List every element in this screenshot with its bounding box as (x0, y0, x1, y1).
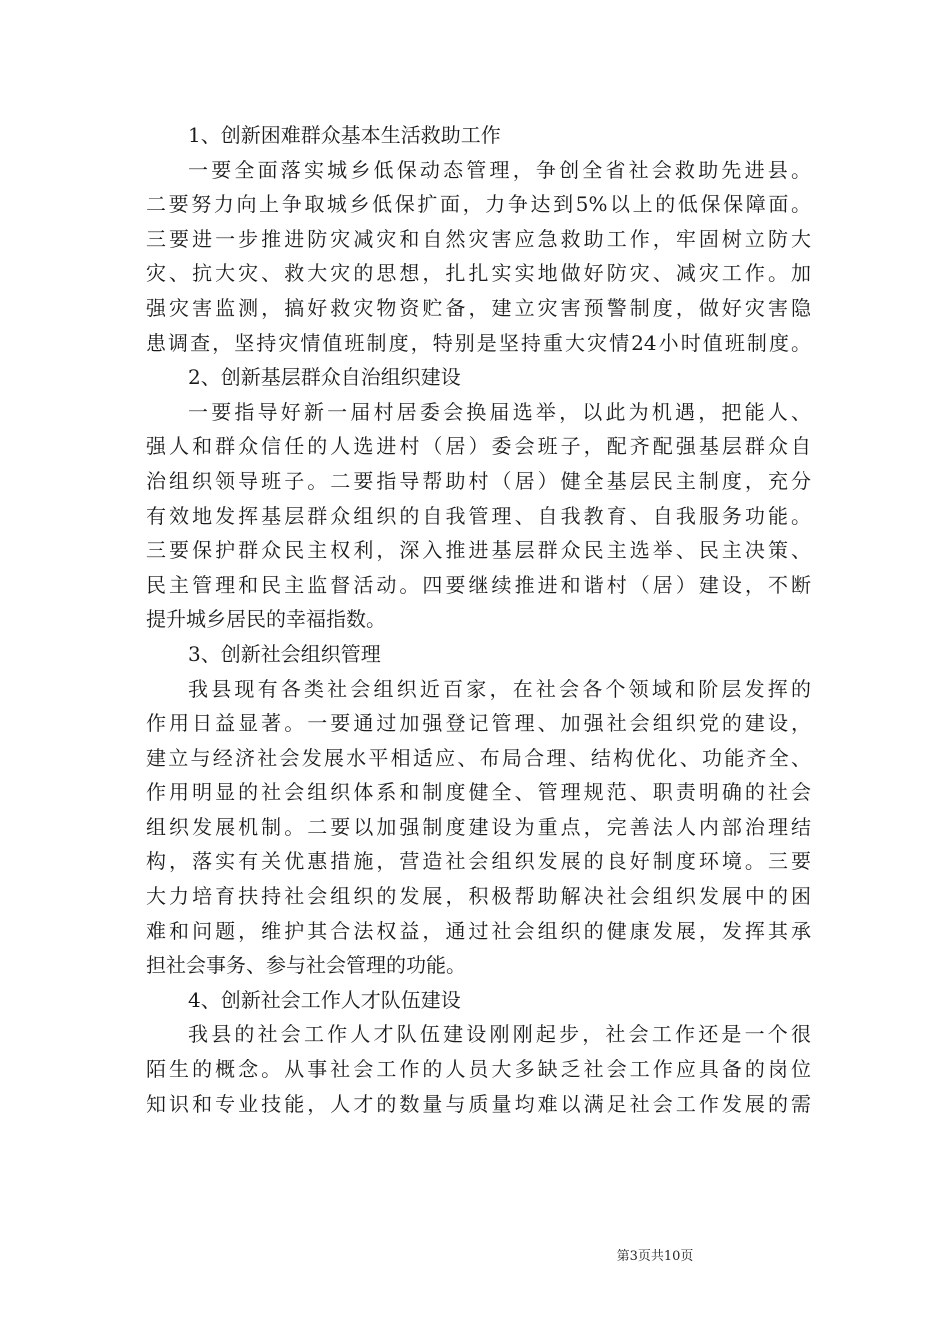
paragraph-line: 灾、抗大灾、救大灾的思想，扎扎实实地做好防灾、减灾工作。加 (146, 261, 811, 286)
paragraph-line: 大力培育扶持社会组织的发展，积极帮助解决社会组织发展中的困 (146, 884, 811, 909)
paragraph-line: 患调查，坚持灾情值班制度，特别是坚持重大灾情24小时值班制度。 (146, 330, 811, 355)
paragraph-line: 一要指导好新一届村居委会换届选举，以此为机遇，把能人、 (188, 399, 811, 424)
section-heading: 3、创新社会组织管理 (188, 641, 381, 666)
paragraph-line: 有效地发挥基层群众组织的自我管理、自我教育、自我服务功能。 (146, 503, 811, 528)
paragraph-line: 二要努力向上争取城乡低保扩面，力争达到5%以上的低保保障面。 (146, 192, 811, 217)
section-heading: 4、创新社会工作人才队伍建设 (188, 987, 461, 1012)
document-body (146, 118, 811, 1121)
paragraph-line: 提升城乡居民的幸福指数。 (146, 607, 386, 632)
section-1 (146, 118, 811, 360)
section-4 (146, 983, 811, 1121)
paragraph-line: 组织发展机制。二要以加强制度建设为重点，完善法人内部治理结 (146, 814, 811, 839)
paragraph-line: 知识和专业技能，人才的数量与质量均难以满足社会工作发展的需 (146, 1091, 811, 1116)
section-2 (146, 360, 811, 637)
paragraph-line: 难和问题，维护其合法权益，通过社会组织的健康发展，发挥其承 (146, 918, 811, 943)
section-heading: 1、创新困难群众基本生活救助工作 (188, 123, 501, 147)
paragraph-line: 强人和群众信任的人选进村（居）委会班子，配齐配强基层群众自 (146, 434, 811, 459)
page-number-footer: 第3页共10页 (616, 1249, 694, 1264)
paragraph-line: 作用明显的社会组织体系和制度健全、管理规范、职责明确的社会 (146, 780, 811, 805)
paragraph-line: 建立与经济社会发展水平相适应、布局合理、结构优化、功能齐全、 (146, 745, 811, 770)
section-heading: 2、创新基层群众自治组织建设 (188, 365, 461, 390)
paragraph-line: 我县的社会工作人才队伍建设刚刚起步，社会工作还是一个很 (188, 1022, 811, 1047)
paragraph-line: 担社会事务、参与社会管理的功能。 (146, 953, 466, 978)
paragraph-line: 构，落实有关优惠措施，营造社会组织发展的良好制度环境。三要 (146, 849, 811, 874)
paragraph-line: 一要全面落实城乡低保动态管理，争创全省社会救助先进县。 (188, 157, 811, 182)
paragraph-line: 三要进一步推进防灾减灾和自然灾害应急救助工作，牢固树立防大 (146, 226, 811, 251)
paragraph-line: 强灾害监测，搞好救灾物资贮备，建立灾害预警制度，做好灾害隐 (146, 295, 811, 320)
paragraph-line: 三要保护群众民主权利，深入推进基层群众民主选举、民主决策、 (146, 538, 811, 563)
paragraph-line: 作用日益显著。一要通过加强登记管理、加强社会组织党的建设， (146, 711, 811, 736)
paragraph-line: 治组织领导班子。二要指导帮助村（居）健全基层民主制度，充分 (146, 468, 811, 493)
section-3 (146, 637, 811, 983)
paragraph-line: 民主管理和民主监督活动。四要继续推进和谐村（居）建设，不断 (146, 572, 811, 597)
paragraph-line: 我县现有各类社会组织近百家，在社会各个领域和阶层发挥的 (188, 676, 811, 701)
paragraph-line: 陌生的概念。从事社会工作的人员大多缺乏社会工作应具备的岗位 (146, 1057, 811, 1082)
